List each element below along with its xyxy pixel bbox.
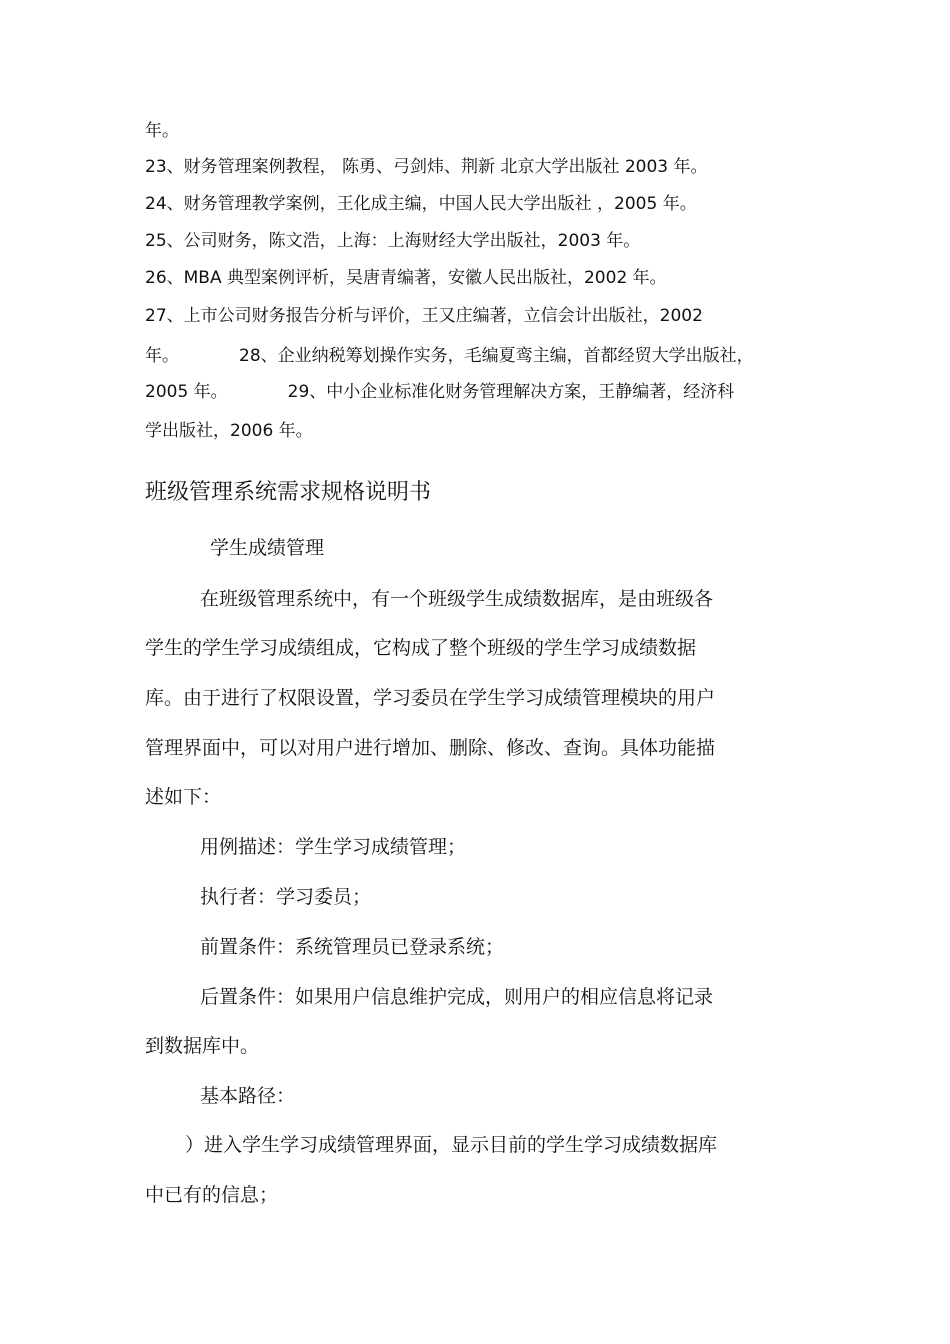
intro-line-4: 管理界面中，可以对用户进行增加、删除、修改、查询。具体功能描	[145, 737, 716, 759]
reference-28: 28、企业纳税筹划操作实务，毛编夏鸾主编，首都经贸大学出版社，	[239, 346, 754, 366]
reference-29: 29、中小企业标准化财务管理解决方案，王静编著，经济科	[287, 382, 735, 402]
use-case-description: 用例描述：学生学习成绩管理；	[200, 836, 467, 858]
step-1-line-2: 中已有的信息；	[145, 1184, 279, 1206]
reference-24: 24、财务管理教学案例，王化成主编，中国人民大学出版社 ，2005 年。	[145, 194, 697, 214]
section-heading: 学生成绩管理	[210, 537, 325, 559]
precondition: 前置条件：系统管理员已登录系统；	[200, 936, 505, 958]
document-title: 班级管理系统需求规格说明书	[145, 480, 432, 505]
reference-28-tail: 2005 年。	[145, 382, 228, 402]
reference-23: 23、财务管理案例教程， 陈勇、弓剑炜、荆新 北京大学出版社 2003 年。	[145, 157, 708, 177]
reference-line-28-29	[145, 381, 734, 403]
reference-26: 26、MBA 典型案例评析，吴唐青编著，安徽人民出版社，2002 年。	[145, 268, 667, 288]
reference-25: 25、公司财务，陈文浩，上海：上海财经大学出版社，2003 年。	[145, 231, 641, 251]
reference-27-tail: 年。	[145, 346, 179, 366]
reference-line-27-28	[145, 345, 754, 367]
intro-line-2: 学生的学生学习成绩组成，它构成了整个班级的学生学习成绩数据	[145, 637, 697, 659]
postcondition-line-2: 到数据库中。	[145, 1035, 260, 1057]
reference-22-tail: 年。	[145, 121, 179, 141]
basic-path-label: 基本路径：	[200, 1085, 296, 1107]
postcondition-line-1: 后置条件：如果用户信息维护完成，则用户的相应信息将记录	[200, 986, 714, 1008]
intro-line-5: 述如下：	[145, 786, 222, 808]
intro-line-1: 在班级管理系统中，有一个班级学生成绩数据库，是由班级各	[200, 588, 714, 610]
actor: 执行者：学习委员；	[200, 886, 372, 908]
intro-line-3: 库。由于进行了权限设置，学习委员在学生学习成绩管理模块的用户	[145, 687, 716, 709]
reference-27: 27、上市公司财务报告分析与评价，王又庄编著，立信会计出版社，2002	[145, 306, 703, 326]
reference-29-tail: 学出版社，2006 年。	[145, 421, 313, 441]
step-1-line-1: ）进入学生学习成绩管理界面，显示目前的学生学习成绩数据库	[185, 1134, 718, 1156]
